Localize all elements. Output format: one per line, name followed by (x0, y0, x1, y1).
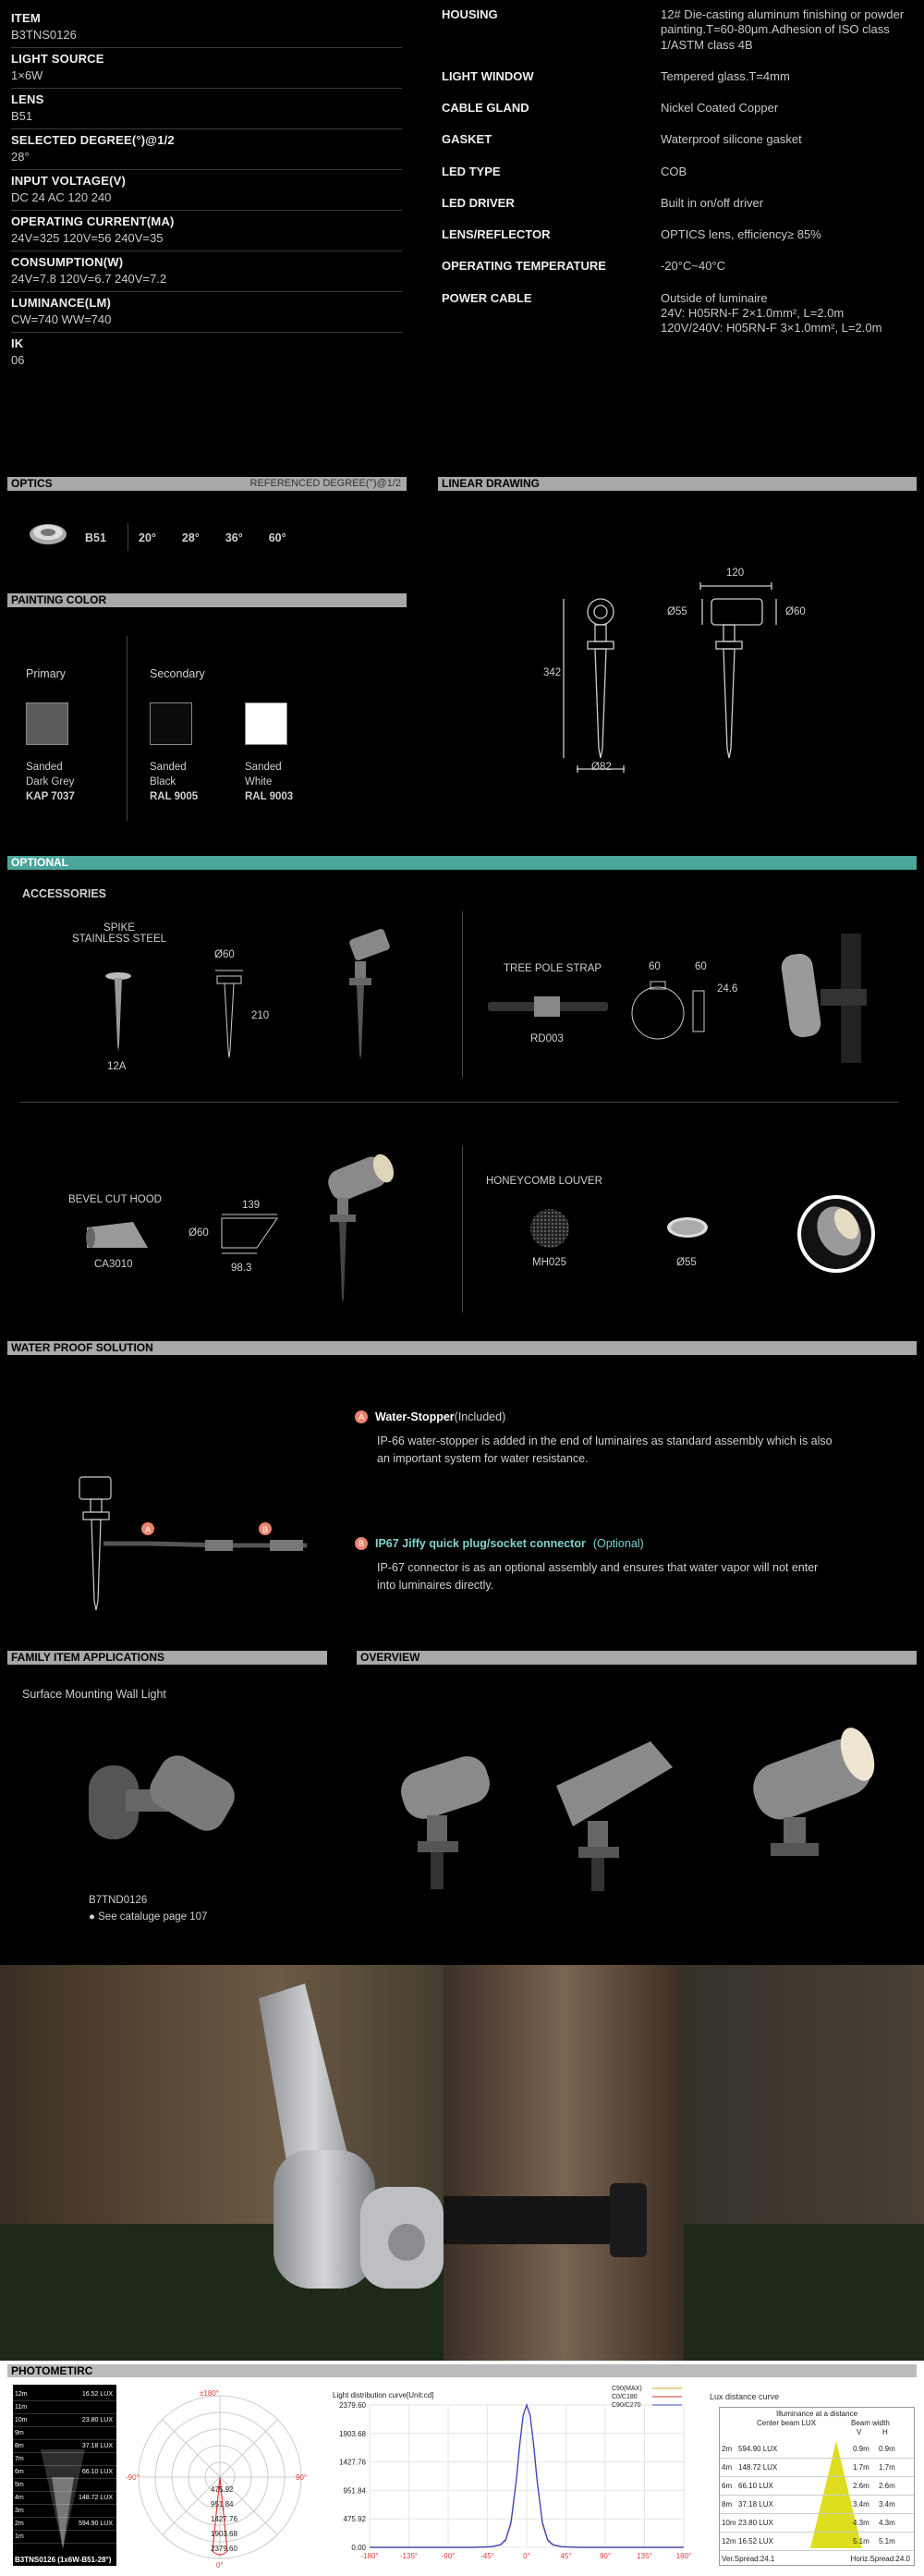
hood-code: CA3010 (94, 1259, 133, 1270)
polar-right: 90° (296, 2473, 308, 2482)
color-name2: Dark Grey (26, 776, 75, 788)
spec-row (442, 196, 915, 211)
hood-drawing (218, 1213, 283, 1262)
family-code: B7TND0126 (89, 1895, 148, 1906)
ladder-lux: 23.80 LUX (81, 2417, 113, 2423)
ladder-lux: 148.72 LUX (79, 2495, 113, 2501)
spike-code: 12A (107, 1061, 127, 1072)
spec-value: 24V=325 120V=56 240V=35 (11, 231, 164, 245)
lux-cell-d: 4m (722, 2463, 733, 2472)
spec-value: Outside of luminaire 24V: H05RN-F 2×1.0mm², L=2.0m 120V/240V: H05RN-F 3×1.0mm², L=2.0m (661, 290, 882, 335)
spec-row (442, 7, 915, 53)
spec-label: LENS (11, 92, 44, 106)
lux-cell-d: 6m (722, 2482, 733, 2490)
strap-title: TREE POLE STRAP (504, 963, 602, 974)
spec-value: DC 24 AC 120 240 (11, 190, 112, 204)
lux-cell-d: 2m (722, 2445, 733, 2453)
marker-a: A (145, 1525, 152, 1534)
lux-cell-v: 2.6m (853, 2482, 869, 2490)
dim-width: 120 (726, 568, 745, 579)
spike-title-line2: STAINLESS STEEL (71, 934, 167, 945)
degree-list (139, 531, 286, 544)
family-bar (7, 1651, 327, 1665)
spec-value: OPTICS lens, efficiency≥ 85% (661, 227, 821, 241)
spec-value: 06 (11, 353, 25, 367)
x-tick-label: -45° (480, 2552, 494, 2560)
spec-label: GASKET (442, 132, 492, 147)
spec-value: Tempered glass.T=4mm (661, 68, 790, 83)
louver-title: HONEYCOMB LOUVER (486, 1176, 602, 1187)
polar-value: 1427.76 (211, 2515, 237, 2523)
spec-row (442, 291, 915, 336)
beam-glow (35, 2449, 91, 2554)
spec-row (442, 259, 915, 274)
ladder-caption: B3TNS0126 (1x6W-B51-28°) (15, 2556, 112, 2564)
spec-list-right (442, 7, 915, 336)
linear-drawing (536, 564, 813, 788)
optics-bar (7, 477, 407, 491)
overview-fixture-1 (388, 1751, 508, 1901)
optional-title: OPTIONAL (11, 856, 68, 869)
illuminance-table-title: Illuminance at a distance (775, 2410, 858, 2418)
color-label (150, 760, 198, 804)
ladder-distance: 7m (15, 2456, 24, 2462)
x-tick-label: -90° (441, 2552, 456, 2560)
hor-spread: Horiz.Spread:24.0 (850, 2555, 910, 2563)
polar-value: 475.92 (211, 2485, 234, 2494)
spec-value: Waterproof silicone gasket (661, 132, 802, 147)
lux-cell-v: 0.9m (853, 2445, 869, 2453)
overview-bar (357, 1651, 917, 1665)
spec-label: LUMINANCE(LM) (11, 296, 112, 310)
ladder-distance: 4m (15, 2495, 24, 2501)
lux-curve-title: Lux distance curve (710, 2392, 780, 2401)
lux-cell-d: 12m (722, 2537, 736, 2545)
application-photo (0, 1965, 924, 2361)
waterproof-b (355, 1537, 872, 1594)
waterproof-b-title: IP67 Jiffy quick plug/socket connector (375, 1537, 586, 1550)
legend-entry: C90/C270 (612, 2402, 641, 2409)
optics-title: OPTICS (11, 477, 53, 490)
spec-label: OPERATING TEMPERATURE (442, 259, 606, 274)
ladder-lux: 594.90 LUX (79, 2521, 113, 2527)
x-tick-label: 0° (523, 2552, 530, 2560)
polar-value: 1903.68 (211, 2530, 237, 2538)
color-name1: Sanded (150, 762, 187, 773)
spec-label: HOUSING (442, 7, 498, 21)
ladder-lux: 37.18 LUX (81, 2443, 113, 2449)
polar-chart (126, 2385, 314, 2572)
spec-value: 12# Die-casting aluminum finishing or powder painting.T=60-80μm.Adhesion of ISO class 1/ASTM class 4B (661, 7, 905, 52)
wall-light-icon (89, 1745, 237, 1868)
lux-cell-d: 10m (722, 2519, 736, 2527)
lux-cell-lux: 594.90 LUX (738, 2445, 778, 2453)
strap-dim1: 60 (649, 961, 661, 972)
spike-height: 210 (251, 1010, 270, 1021)
x-tick-label: -180° (360, 2552, 379, 2560)
spec-section (0, 0, 924, 462)
polar-value: 2379.60 (211, 2545, 237, 2553)
illuminance-table (719, 2407, 915, 2566)
color-swatch (26, 702, 68, 745)
y-tick-label: 0.00 (351, 2544, 366, 2552)
y-tick-label: 475.92 (343, 2515, 366, 2524)
lux-cell-d: 8m (722, 2500, 733, 2509)
lux-ladder (13, 2385, 116, 2566)
family-subtitle: Surface Mounting Wall Light (22, 1688, 166, 1701)
spec-label: POWER CABLE (442, 290, 532, 305)
th-beam: Beam width (851, 2419, 890, 2427)
painting-title: PAINTING COLOR (11, 593, 107, 606)
spike-title (59, 922, 179, 945)
photometric-title: PHOTOMETIRC (7, 2364, 917, 2377)
spec-row (442, 132, 915, 147)
optics-subtitle: REFERENCED DEGREE(°)@1/2 (249, 478, 401, 489)
louver-disc-icon (665, 1215, 710, 1243)
chart-title: Light distribution curve[Unit:cd] (333, 2391, 434, 2399)
y-tick-label: 1903.68 (339, 2429, 366, 2438)
legend-entry: C0/C180 (612, 2394, 638, 2400)
spec-value: Nickel Coated Copper (661, 101, 779, 115)
lux-row-line (720, 2532, 914, 2533)
lux-cell-lux: 37.18 LUX (738, 2500, 773, 2509)
louver-diameter: Ø55 (676, 1257, 697, 1268)
spec-label: OPERATING CURRENT(MA) (11, 214, 175, 228)
strap-fixture-icon (776, 934, 887, 1066)
spec-value: COB (661, 164, 687, 178)
louver-closeup-icon (795, 1192, 878, 1278)
color-label (26, 760, 75, 804)
spec-row (11, 333, 402, 372)
photometric-section (0, 2361, 924, 2576)
spec-row (11, 89, 402, 129)
spec-value: B51 (11, 109, 33, 123)
lux-cell-v: 1.7m (853, 2463, 869, 2472)
strap-dim3: 24.6 (717, 983, 738, 995)
spike-diameter: Ø60 (214, 949, 235, 960)
th-v: V (857, 2428, 862, 2436)
waterproof-bar (7, 1341, 917, 1355)
waterproof-a-desc: IP-66 water-stopper is added in the end of luminaires as standard assembly which is also an important system for water resistance. (377, 1435, 833, 1465)
x-tick-label: 45° (560, 2552, 572, 2560)
spec-label: CABLE GLAND (442, 101, 529, 115)
dim-head1: Ø55 (667, 606, 687, 617)
ladder-lux: 16.52 LUX (81, 2391, 113, 2398)
hood-width2: 98.3 (231, 1263, 252, 1274)
louver-code: MH025 (532, 1257, 567, 1268)
spec-value: B3TNS0126 (11, 28, 77, 42)
strap-icon (488, 989, 608, 1029)
lux-cell-h: 3.4m (879, 2500, 895, 2509)
degree-item: 60° (268, 531, 286, 544)
ver-spread: Ver.Spread:24.1 (722, 2555, 775, 2563)
distribution-chart (323, 2385, 693, 2570)
ladder-row (13, 2414, 116, 2427)
color-code: RAL 9005 (150, 791, 199, 803)
strap-dim2: 60 (695, 961, 707, 972)
ladder-distance: 12m (15, 2391, 28, 2398)
y-tick-label: 951.84 (343, 2486, 366, 2496)
degree-item: 20° (139, 531, 156, 544)
color-swatch (245, 702, 287, 745)
hood-width1: 139 (242, 1200, 261, 1211)
waterproof-title: WATER PROOF SOLUTION (11, 1341, 153, 1354)
divider (20, 1102, 898, 1103)
ladder-distance: 6m (15, 2469, 24, 2475)
degree-item: 28° (181, 531, 200, 544)
lux-row-line (720, 2495, 914, 2496)
secondary-label: Secondary (150, 667, 205, 680)
color-code: KAP 7037 (26, 791, 75, 803)
ladder-distance: 11m (15, 2404, 28, 2411)
overview-title: OVERVIEW (360, 1651, 420, 1664)
spec-row (11, 170, 402, 211)
spec-row (11, 7, 402, 48)
badge-b: B (355, 1537, 368, 1550)
spec-row (11, 48, 402, 89)
lux-cell-h: 1.7m (879, 2463, 895, 2472)
lux-row-line (720, 2458, 914, 2459)
spec-label: IK (11, 336, 24, 350)
spec-label: ITEM (11, 11, 41, 25)
polar-bottom: 0° (216, 2561, 224, 2570)
lux-row-line (720, 2550, 914, 2551)
linear-drawing-title: LINEAR DRAWING (442, 477, 540, 490)
waterproof-drawing (67, 1462, 334, 1622)
hood-diameter: Ø60 (188, 1227, 209, 1239)
color-name1: Sanded (26, 762, 63, 773)
spec-row (442, 101, 915, 116)
polar-top: ±180° (200, 2389, 219, 2398)
spec-row (11, 129, 402, 170)
spec-label: LENS/REFLECTOR (442, 227, 551, 241)
spec-row (442, 165, 915, 179)
degree-item: 36° (225, 531, 243, 544)
honeycomb-icon (529, 1207, 571, 1252)
lux-cell-h: 0.9m (879, 2445, 895, 2453)
family-note: ● See cataluge page 107 (89, 1911, 208, 1923)
legend-entry: C90(MAX) (612, 2386, 642, 2392)
spec-value: CW=740 WW=740 (11, 312, 112, 326)
spike-fixture-icon (323, 924, 397, 1066)
spec-row (442, 69, 915, 84)
lux-row-line (720, 2513, 914, 2514)
spec-row (11, 251, 402, 292)
marker-b: B (262, 1525, 269, 1534)
spec-value: -20°C~40°C (661, 259, 726, 274)
painting-bar (7, 593, 407, 607)
family-title: FAMILY ITEM APPLICATIONS (11, 1651, 165, 1664)
strap-code: RD003 (530, 1033, 564, 1044)
spec-label: INPUT VOLTAGE(V) (11, 174, 127, 188)
divider (127, 636, 128, 821)
ladder-distance: 10m (15, 2417, 28, 2423)
overview-fixture-3 (739, 1728, 896, 1898)
ladder-distance: 3m (15, 2508, 24, 2514)
lux-cell-h: 2.6m (879, 2482, 895, 2490)
color-name1: Sanded (245, 762, 282, 773)
waterproof-b-note: (Optional) (592, 1537, 644, 1550)
hood-icon (85, 1218, 150, 1258)
strap-drawing (623, 974, 724, 1051)
lux-cell-h: 5.1m (879, 2537, 895, 2545)
color-name2: Black (150, 776, 176, 788)
ladder-distance: 1m (15, 2533, 24, 2540)
overview-fixture-2 (540, 1730, 678, 1899)
ladder-distance: 9m (15, 2430, 24, 2436)
color-name2: White (245, 776, 273, 788)
lux-cell-lux: 23.80 LUX (738, 2519, 773, 2527)
lens-code: B51 (85, 531, 106, 544)
accessories-title: ACCESSORIES (22, 887, 106, 900)
color-label (245, 760, 293, 804)
ladder-distance: 5m (15, 2482, 24, 2488)
spike-nail-icon (100, 971, 137, 1056)
spec-row (11, 292, 402, 333)
th-center: Center beam LUX (757, 2419, 817, 2427)
lux-row-line (720, 2476, 914, 2477)
ladder-row (13, 2388, 116, 2401)
polar-left: -90° (126, 2473, 140, 2482)
x-tick-label: 135° (637, 2552, 652, 2560)
hood-title: BEVEL CUT HOOD (68, 1194, 162, 1205)
spike-title-line1: SPIKE (103, 922, 135, 934)
distribution-chart-svg (323, 2385, 693, 2570)
lux-cell-v: 3.4m (853, 2500, 869, 2509)
polar-value: 951.84 (211, 2500, 234, 2509)
color-swatch (150, 702, 192, 745)
waterproof-a (355, 1410, 872, 1468)
x-tick-label: 90° (599, 2552, 612, 2560)
th-h: H (882, 2428, 888, 2436)
divider (462, 1146, 463, 1312)
spec-value: 28° (11, 150, 30, 164)
waterproof-b-desc: IP-67 connector is as an optional assembly and ensures that water vapor will not enter into luminaires directly. (377, 1561, 819, 1592)
lux-cell-v: 4.3m (853, 2519, 869, 2527)
ladder-row (13, 2401, 116, 2414)
spec-row (442, 227, 915, 242)
lux-cell-v: 5.1m (853, 2537, 869, 2545)
hood-fixture-icon (310, 1148, 402, 1308)
y-tick-label: 2379.60 (339, 2401, 366, 2410)
lux-cell-lux: 66.10 LUX (738, 2482, 773, 2490)
waterproof-a-title: Water-Stopper (375, 1410, 455, 1423)
spec-label: SELECTED DEGREE(°)@1/2 (11, 133, 175, 147)
dim-height: 342 (543, 667, 562, 678)
ladder-distance: 2m (15, 2521, 24, 2527)
spike-drawing (208, 969, 254, 1064)
color-code: RAL 9003 (245, 791, 294, 803)
waterproof-a-note: (Included) (454, 1410, 506, 1423)
spec-value: 1×6W (11, 68, 43, 82)
ladder-lux: 66.10 LUX (81, 2469, 113, 2475)
spec-label: LED TYPE (442, 164, 501, 178)
spec-value: Built in on/off driver (661, 195, 764, 210)
ladder-distance: 8m (15, 2443, 24, 2449)
primary-label: Primary (26, 667, 67, 680)
ladder-row (13, 2427, 116, 2440)
spec-label: CONSUMPTION(W) (11, 255, 124, 269)
badge-a: A (355, 1410, 368, 1423)
spec-label: LIGHT SOURCE (11, 52, 104, 66)
linear-drawing-bar (438, 477, 917, 491)
spec-row (11, 211, 402, 251)
y-tick-label: 1427.76 (339, 2458, 366, 2467)
lux-cell-lux: 148.72 LUX (738, 2463, 778, 2472)
lux-cell-h: 4.3m (879, 2519, 895, 2527)
spec-value: 24V=7.8 120V=6.7 240V=7.2 (11, 272, 167, 286)
optional-bar (7, 856, 917, 870)
x-tick-label: 180° (675, 2552, 692, 2560)
dim-base: Ø82 (591, 762, 612, 773)
lux-cell-lux: 16.52 LUX (738, 2537, 773, 2545)
lens-icon (28, 522, 68, 549)
spec-list-left (11, 7, 402, 372)
spec-label: LIGHT WINDOW (442, 68, 534, 83)
spec-label: LED DRIVER (442, 195, 515, 210)
divider (462, 911, 463, 1078)
x-tick-label: -135° (399, 2552, 419, 2560)
dim-head2: Ø60 (785, 606, 806, 617)
